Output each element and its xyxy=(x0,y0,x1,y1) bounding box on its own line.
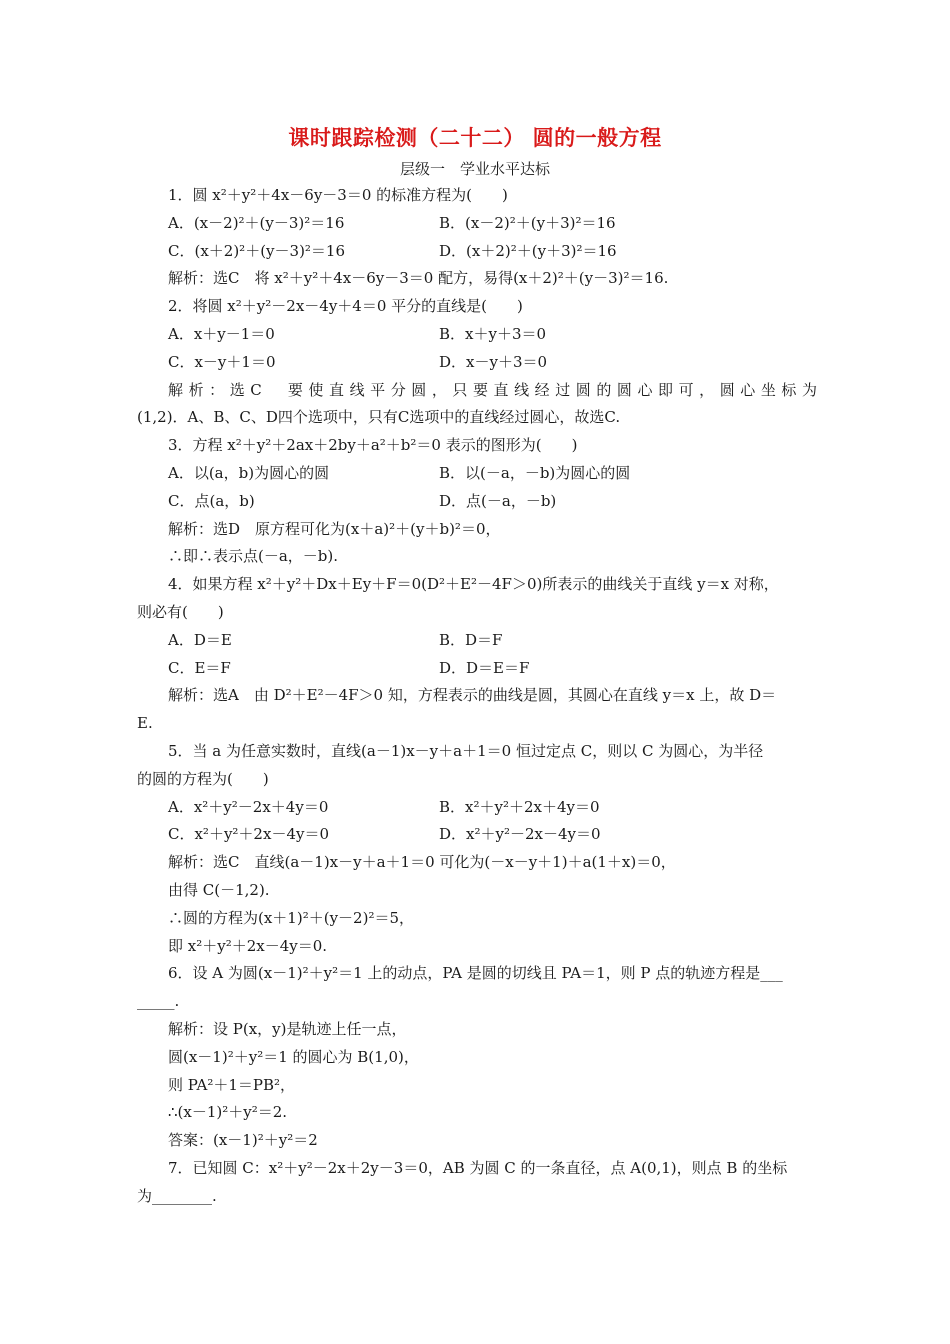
question-1-options-cd xyxy=(137,238,817,266)
question-1-solution: 解析：选C 将 x²＋y²＋4x－6y－3＝0 配方，易得(x＋2)²＋(y－3)²＝16. xyxy=(168,269,669,288)
option-d: D．x－y＋3＝0 xyxy=(439,352,548,371)
option-a: A．x²＋y²－2x＋4y＝0 xyxy=(168,797,329,816)
question-5-solution-line-2: 由得 C(－1,2). xyxy=(168,880,270,899)
question-6-stem-line-2: _____. xyxy=(137,992,180,1011)
question-5-stem-line-1: 5．当 a 为任意实数时，直线(a－1)x－y＋a＋1＝0 恒过定点 C，则以 C 为圆心，为半径 xyxy=(168,741,764,760)
option-a: A．D＝E xyxy=(168,630,232,649)
question-2-solution-line-2: (1,2)．A、B、C、D四个选项中，只有C选项中的直线经过圆心，故选C. xyxy=(137,408,621,427)
option-d: D．x²＋y²－2x－4y＝0 xyxy=(439,825,601,844)
question-6-stem-line-1: 6．设 A 为圆(x－1)²＋y²＝1 上的动点，PA 是圆的切线且 PA＝1，则 P 点的轨迹方程是___ xyxy=(168,964,783,983)
question-7-stem-line-2: 为________. xyxy=(137,1186,217,1205)
question-1-options-ab xyxy=(137,210,817,238)
question-5-solution-line-1: 解析：选C 直线(a－1)x－y＋a＋1＝0 可化为(－x－y＋1)＋a(1＋x)＝0， xyxy=(168,853,676,872)
question-3-options-cd xyxy=(137,488,817,516)
option-c: C．点(a，b) xyxy=(168,491,255,510)
question-6-solution-line-2: 圆(x－1)²＋y²＝1 的圆心为 B(1,0)， xyxy=(168,1047,419,1066)
question-2-stem: 2．将圆 x²＋y²－2x－4y＋4＝0 平分的直线是( ) xyxy=(168,297,523,316)
page-title: 课时跟踪检测（二十二） 圆的一般方程 xyxy=(288,126,662,150)
question-5-solution-line-3: ∴圆的方程为(x＋1)²＋(y－2)²＝5， xyxy=(168,908,414,927)
question-4-options-cd xyxy=(137,655,817,683)
question-5-solution-line-4: 即 x²＋y²＋2x－4y＝0. xyxy=(168,936,328,955)
question-2-solution-line-1: 解析：选C 要使直线平分圆，只要直线经过圆的圆心即可，圆心坐标为 xyxy=(168,380,817,399)
option-b: B．x²＋y²＋2x＋4y＝0 xyxy=(439,797,600,816)
question-6-answer: 答案：(x－1)²＋y²＝2 xyxy=(168,1131,318,1150)
question-7-stem-line-1: 7．已知圆 C：x²＋y²－2x＋2y－3＝0，AB 为圆 C 的一条直径，点 A(0,1)，则点 B 的坐标 xyxy=(168,1158,788,1177)
option-b: B．x＋y＋3＝0 xyxy=(439,324,547,343)
question-4-stem-line-1: 4．如果方程 x²＋y²＋Dx＋Ey＋F＝0(D²＋E²－4F＞0)所表示的曲线关于直线 y＝x 对称， xyxy=(168,575,779,594)
option-c: C．x²＋y²＋2x－4y＝0 xyxy=(168,825,330,844)
option-a: A．(x－2)²＋(y－3)²＝16 xyxy=(168,213,345,232)
question-4-options-ab xyxy=(137,627,817,655)
option-a: A．以(a，b)为圆心的圆 xyxy=(168,463,330,482)
question-3-solution-line-2: ∴即∴表示点(－a，－b). xyxy=(168,547,339,566)
option-d: D．(x＋2)²＋(y＋3)²＝16 xyxy=(439,241,617,260)
option-d: D．D＝E＝F xyxy=(439,658,530,677)
option-b: B．(x－2)²＋(y＋3)²＝16 xyxy=(439,213,616,232)
question-4-solution-line-1: 解析：选A 由 D²＋E²－4F＞0 知，方程表示的曲线是圆，其圆心在直线 y＝x 上，故 D＝ xyxy=(168,686,777,705)
question-6-solution-line-3: 则 PA²＋1＝PB²， xyxy=(168,1075,296,1094)
question-3-options-ab xyxy=(137,460,817,488)
option-c: C．x－y＋1＝0 xyxy=(168,352,276,371)
question-2-options-ab xyxy=(137,321,817,349)
option-a: A．x＋y－1＝0 xyxy=(168,324,275,343)
question-6-solution-line-1: 解析：设 P(x，y)是轨迹上任一点， xyxy=(168,1019,407,1038)
question-3-stem: 3．方程 x²＋y²＋2ax＋2by＋a²＋b²＝0 表示的图形为( ) xyxy=(168,436,578,455)
section-subtitle: 层级一 学业水平达标 xyxy=(399,160,550,178)
option-d: D．点(－a，－b) xyxy=(439,491,557,510)
option-c: C．(x＋2)²＋(y－3)²＝16 xyxy=(168,241,346,260)
question-6-solution-line-4: ∴(x－1)²＋y²＝2. xyxy=(168,1103,288,1122)
question-2-options-cd xyxy=(137,349,817,377)
question-4-stem-line-2: 则必有( ) xyxy=(137,602,224,621)
option-b: B．以(－a，－b)为圆心的圆 xyxy=(439,463,631,482)
question-5-options-ab xyxy=(137,794,817,822)
option-b: B．D＝F xyxy=(439,630,503,649)
option-c: C．E＝F xyxy=(168,658,231,677)
question-4-solution-line-2: E. xyxy=(137,714,153,733)
question-1-stem: 1．圆 x²＋y²＋4x－6y－3＝0 的标准方程为( ) xyxy=(168,186,508,204)
question-5-options-cd xyxy=(137,821,817,849)
question-5-stem-line-2: 的圆的方程为( ) xyxy=(137,769,269,788)
question-3-solution-line-1: 解析：选D 原方程可化为(x＋a)²＋(y＋b)²＝0， xyxy=(168,519,501,538)
question-list xyxy=(137,182,817,1210)
